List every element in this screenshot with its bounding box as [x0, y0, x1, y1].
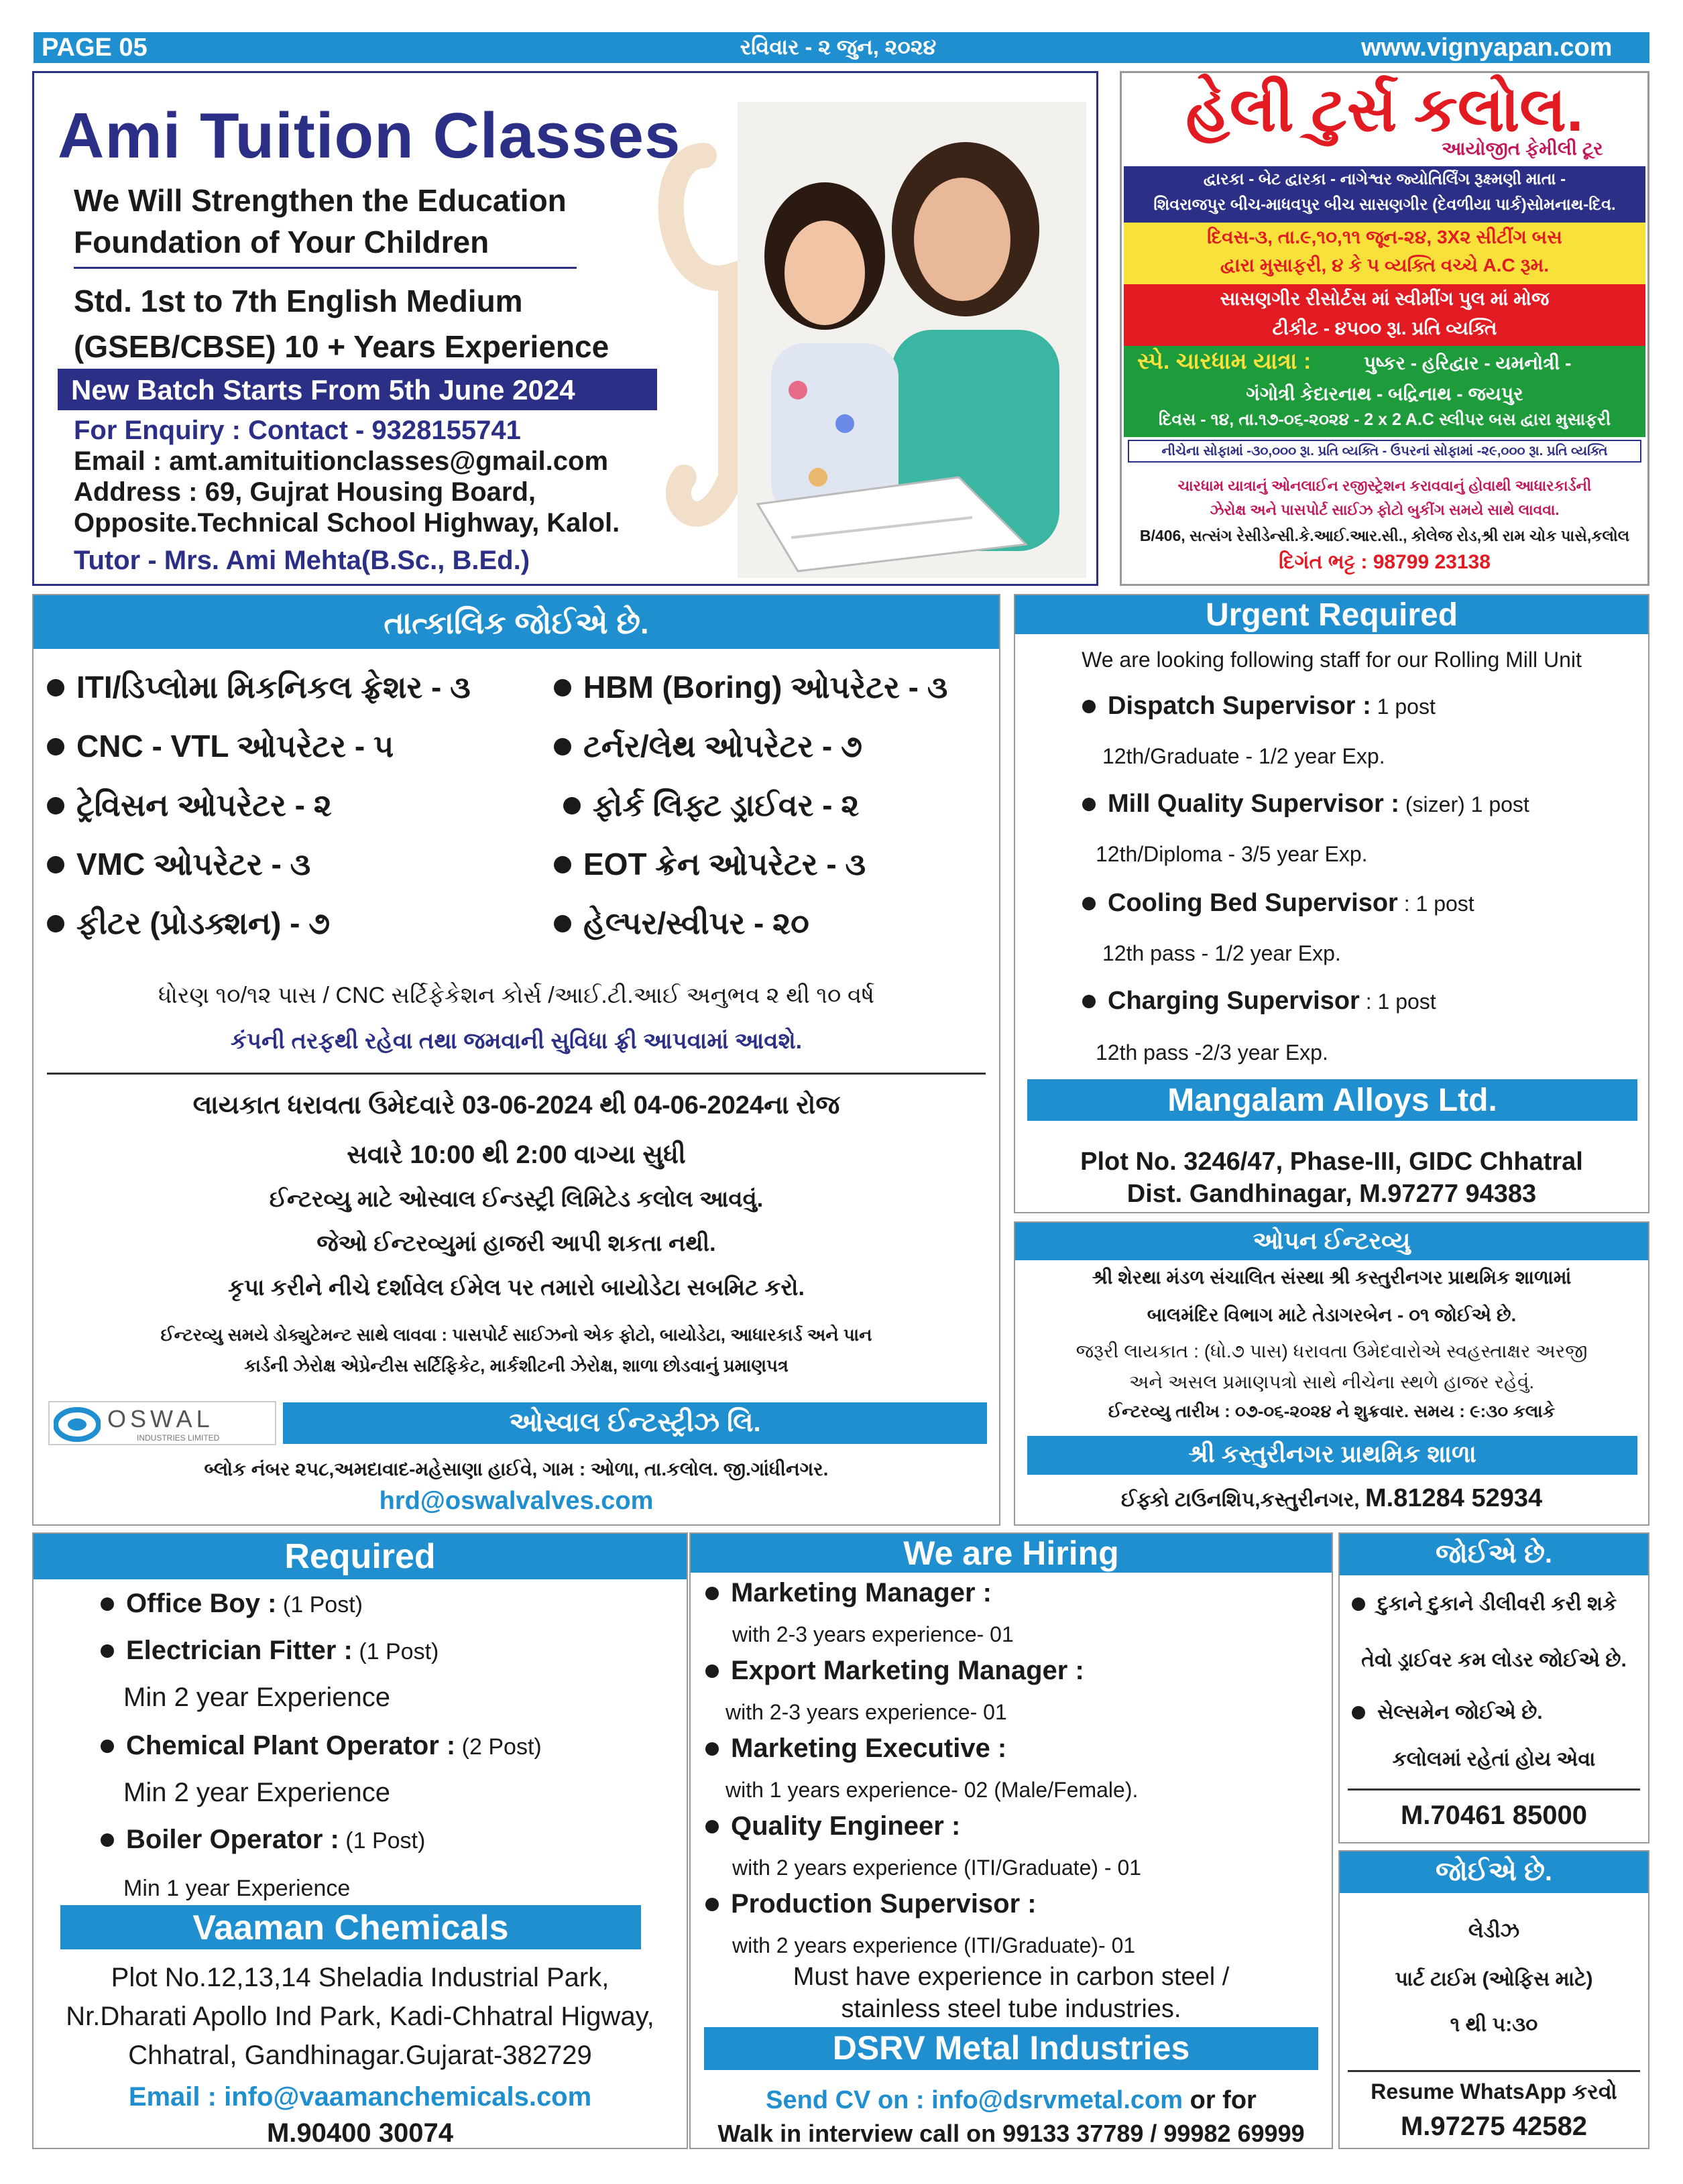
dsrv-item-1: Marketing Manager :: [705, 1578, 992, 1608]
heli-contact: દિગંત ભટ્ટ : 98799 23138: [1279, 551, 1491, 573]
oswal-item-right-5: હેલ્પર/સ્વીપર - ૨૦: [554, 905, 809, 943]
oswal-docs-1: ઈન્ટરવ્યુ સમયે ડોક્યુટેમન્ટ સાથે લાવવા : પાસપોર્ટ સાઈઝનો એક ફોટો, બાયોડેટા, આધારકાર્ડ અને પાન: [160, 1325, 872, 1345]
oswal-absent-line: જેઓ ઈન્ટરવ્યુમાં હાજરી આપી શકતા નથી.: [316, 1231, 716, 1256]
heli-route-2: શિવરાજપુર બીચ-માધવપુર બીચ સાસણગીર (દેવળીયા પાર્ક)સોમનાથ-દિવ.: [1153, 196, 1616, 214]
school-phone: M.81284 52934: [1365, 1484, 1543, 1512]
dsrv-header: We are Hiring: [691, 1534, 1332, 1573]
mangalam-item-4: Charging Supervisor : 1 post: [1082, 987, 1436, 1016]
ami-email: Email : amt.amituitionclasses@gmail.com: [74, 446, 609, 476]
mangalam-address-1: Plot No. 3246/47, Phase-III, GIDC Chhatral: [1080, 1148, 1583, 1176]
oswal-qualification: ધોરણ ૧૦/૧૨ પાસ / CNC સર્ટિફેકેશન કોર્સ /આઈ.ટી.આઈ અનુભવ ૨ થી ૧૦ વર્ષ: [158, 983, 875, 1008]
oswal-logo-icon: [54, 1406, 101, 1443]
mangalam-item-2: Mill Quality Supervisor : (sizer) 1 post: [1082, 790, 1529, 818]
mangalam-address-2: Dist. Gandhinagar, M.97277 94383: [1126, 1180, 1537, 1208]
oswal-item-right-2: ટર્નર/લેથ ઓપરેટર - ૭: [554, 728, 862, 766]
oswal-item-left-1: ITI/ડિપ્લોમા મિકનિકલ ફ્રેશર - ૩: [47, 669, 471, 707]
oswal-docs-2: કાર્ડની ઝેરોક્ષ એપ્રેન્ટીસ સર્ટિફિકેટ, માર્કશીટની ઝેરોક્ષ, શાળા છોડવાનું પ્રમાણપત્ર: [244, 1355, 789, 1376]
vaaman-item-4: Boiler Operator : (1 Post): [101, 1825, 425, 1855]
mangalam-item-1: Dispatch Supervisor : 1 post: [1082, 692, 1436, 721]
joie-1-phone: M.70461 85000: [1400, 1801, 1587, 1830]
oswal-item-left-4: VMC ઓપરેટર - ૩: [47, 846, 310, 884]
oswal-logo-text: OSWAL: [107, 1405, 214, 1433]
dsrv-item-4: Quality Engineer :: [705, 1811, 960, 1841]
ami-batch-banner: New Batch Starts From 5th June 2024: [58, 369, 657, 410]
oswal-time-line: સવારે 10:00 થી 2:00 વાગ્યા સુધી: [347, 1141, 686, 1169]
mangalam-req-3: 12th pass - 1/2 year Exp.: [1102, 941, 1341, 965]
mangalam-req-4: 12th pass -2/3 year Exp.: [1096, 1040, 1328, 1065]
dsrv-item-3: Marketing Executive :: [705, 1734, 1006, 1764]
heli-address: B/406, સત્સંગ રેસીડેન્સી.કે.આઈ.આર.સી., કોલેજ રોડ,શ્રી રામ ચોક પાસે,કલોલ: [1139, 527, 1630, 544]
oswal-facility: કંપની તરફથી રહેવા તથા જમવાની સુવિધા ફ્રી આપવામાં આવશે.: [230, 1028, 803, 1054]
vaaman-address-3: Chhatral, Gandhinagar.Gujarat-382729: [128, 2041, 592, 2070]
joie-2-line-2: પાર્ટ ટાઈમ (ઓફિસ માટે): [1395, 1968, 1593, 1990]
ami-enquiry: For Enquiry : Contact - 9328155741: [74, 416, 521, 445]
oswal-company: ઓસ્વાલ ઈન્ટસ્ટ્રીઝ લિ.: [283, 1402, 987, 1444]
joie-1-divider: [1348, 1788, 1640, 1791]
heli-chardham-label: સ્પે. ચારધામ યાત્રા :: [1137, 349, 1312, 374]
ami-divider: [74, 267, 577, 269]
dsrv-req-1: with 2-3 years experience- 01: [732, 1622, 1014, 1646]
oswal-logo-sub: INDUSTRIES LIMITED: [137, 1433, 220, 1443]
ami-address-1: Address : 69, Gujrat Housing Board,: [74, 477, 536, 507]
vaaman-email[interactable]: Email : info@vaamanchemicals.com: [128, 2082, 592, 2112]
heli-chardham-2: ગંગોત્રી કેદારનાથ - બદ્રિનાથ - જયપુર: [1246, 383, 1523, 404]
heli-days-2: દ્વારા મુસાફરી, ૪ કે ૫ વ્યક્તિ વચ્ચે A.C રૂમ.: [1220, 255, 1549, 276]
page-number: PAGE 05: [42, 34, 148, 62]
vaaman-item-1: Office Boy : (1 Post): [101, 1589, 363, 1619]
school-line-4: અને અસલ પ્રમાણપત્રો સાથે નીચેના સ્થળે હાજર રહેવું.: [1128, 1372, 1535, 1392]
heli-price: નીચેના સોફામાં -૩૦,૦૦૦ રૂા. પ્રતિ વ્યક્તિ - ઉપરનાં સોફામાં -૨૯,૦૦૦ રૂા. પ્રતિ વ્યક્તિ: [1128, 440, 1641, 463]
oswal-email-line: કૃપા કરીને નીચે દર્શાવેલ ઈમેલ પર તમારો બાયોડેટા સબમિટ કરો.: [228, 1275, 805, 1300]
oswal-item-left-2: CNC - VTL ઓપરેટર - ૫: [47, 728, 394, 766]
heli-days-1: દિવસ-૩, તા.૯,૧૦,૧૧ જૂન-૨૪, 3X૨ સીટીંગ બસ: [1207, 227, 1562, 247]
dsrv-req-5: with 2 years experience (ITI/Graduate)- 01: [732, 1933, 1136, 1957]
joie-1-line-1: દુકાને દુકાને ડીલીવરી કરી શકે: [1352, 1593, 1617, 1616]
ami-tutor: Tutor - Mrs. Ami Mehta(B.Sc., B.Ed.): [74, 546, 530, 575]
heli-note-1: ચારધામ યાત્રાનું ઓનલાઈન રજીસ્ટ્રેશન કરાવવાનું હોવાથી આધારકાર્ડની: [1177, 477, 1592, 494]
joie-1-line-3: સેલ્સમેન જોઈએ છે.: [1352, 1701, 1543, 1724]
joie-2-divider: [1348, 2070, 1640, 2072]
joie-2-header: જોઈએ છે.: [1340, 1852, 1648, 1893]
vaaman-req-2: Min 2 year Experience: [123, 1683, 390, 1712]
vaaman-req-4: Min 1 year Experience: [123, 1876, 351, 1901]
joie-ad-1: [1338, 1532, 1649, 1843]
ami-title: Ami Tuition Classes: [58, 100, 681, 172]
oswal-item-left-5: ફીટર (પ્રોડક્શન) - ૭: [47, 905, 330, 943]
mangalam-intro: We are looking following staff for our Rolling Mill Unit: [1082, 648, 1582, 672]
vaaman-company: Vaaman Chemicals: [60, 1905, 641, 1949]
dsrv-item-5: Production Supervisor :: [705, 1889, 1037, 1919]
joie-2-resume: Resume WhatsApp કરવો: [1371, 2079, 1617, 2104]
joie-2-line-1: લેડીઝ: [1468, 1920, 1520, 1942]
joie-1-line-2: તેવો ડ્રાઈવર કમ લોડર જોઈએ છે.: [1361, 1649, 1627, 1671]
mangalam-header: Urgent Required: [1015, 595, 1648, 634]
heli-chardham-1: પુષ્કર - હરિદ્વાર - યમનોત્રી -: [1364, 353, 1572, 373]
dsrv-note-2: stainless steel tube industries.: [841, 1995, 1181, 2023]
ami-std-line: Std. 1st to 7th English Medium: [74, 284, 523, 318]
oswal-item-right-3: ફોર્ક લિફ્ટ ડ્રાઈવર - ૨: [563, 787, 859, 825]
school-line-1: શ્રી શેરથા મંડળ સંચાલિત સંસ્થા શ્રી કસ્તુરીનગર પ્રાથમિક શાળામાં: [1092, 1267, 1572, 1288]
oswal-header: તાત્કાલિક જોઈએ છે.: [34, 595, 999, 649]
joie-2-phone: M.97275 42582: [1400, 2112, 1587, 2141]
heli-pool-2: ટીકીટ - ૪૫૦૦ રૂા. પ્રતિ વ્યક્તિ: [1272, 318, 1497, 339]
school-address: ઈફ્કો ટાઉનશિપ,કસ્તુરીનગર,: [1120, 1489, 1360, 1511]
oswal-item-left-3: ટ્રેવિસન ઓપરેટર - ૨: [47, 787, 332, 825]
oswal-logo: [48, 1401, 276, 1445]
oswal-item-right-1: HBM (Boring) ઓપરેટર - ૩: [554, 669, 947, 707]
dsrv-walkin: Walk in interview call on 99133 37789 / 99982 69999: [717, 2120, 1305, 2147]
joie-2-line-3: ૧ થી ૫:૩૦: [1450, 2014, 1538, 2036]
mangalam-item-3: Cooling Bed Supervisor : 1 post: [1082, 889, 1474, 918]
vaaman-phone: M.90400 30074: [266, 2118, 453, 2148]
heli-chardham-3: દિવસ - ૧૪, તા.૧૭-૦૬-૨૦૨૪ - 2 x 2 A.C સ્લીપર બસ દ્વારા મુસાફરી: [1158, 410, 1611, 429]
dsrv-req-4: with 2 years experience (ITI/Graduate) - 01: [732, 1856, 1142, 1880]
ami-exp-line: (GSEB/CBSE) 10 + Years Experience: [74, 329, 610, 364]
vaaman-header: Required: [34, 1534, 687, 1579]
joie-1-header: જોઈએ છે.: [1340, 1534, 1648, 1575]
dsrv-company: DSRV Metal Industries: [704, 2027, 1318, 2070]
issue-date: રવિવાર - ૨ જુન, ૨૦૨૪: [740, 35, 937, 59]
school-name: શ્રી કસ્તુરીનગર પ્રાથમિક શાળા: [1027, 1436, 1637, 1475]
mangalam-company: Mangalam Alloys Ltd.: [1027, 1079, 1637, 1121]
dsrv-req-3: with 1 years experience- 02 (Male/Female).: [726, 1778, 1139, 1802]
heli-title: હેલી ટુર્સ કલોલ.: [1185, 76, 1584, 144]
dsrv-item-2: Export Marketing Manager :: [705, 1656, 1084, 1686]
oswal-divider: [47, 1073, 986, 1075]
oswal-venue-line: ઈન્ટરવ્યુ માટે ઓસ્વાલ ઈન્ડસ્ટ્રી લિમિટેડ કલોલ આવવું.: [269, 1187, 764, 1212]
dsrv-email[interactable]: Send CV on : info@dsrvmetal.com: [766, 2086, 1183, 2114]
ami-tagline-2: Foundation of Your Children: [74, 225, 489, 259]
heli-route-1: દ્વારકા - બેટ દ્વારકા - નાગેશ્વર જ્યોતિર્લિંગ રૂક્ષ્મણી માતા -: [1203, 170, 1566, 188]
oswal-item-right-4: EOT ક્રેન ઓપરેટર - ૩: [554, 846, 866, 884]
vaaman-item-2: Electrician Fitter : (1 Post): [101, 1636, 439, 1666]
school-line-3: જરૂરી લાયકાત : (ધો.૭ પાસ) ધરાવતા ઉમેદવારોએ સ્વહસ્તાક્ષર અરજી: [1076, 1341, 1588, 1361]
oswal-address: બ્લોક નંબર ૨૫૮,અમદાવાદ-મહેસાણા હાઈવે, ગામ : ઓળા, તા.કલોલ. જી.ગાંધીનગર.: [204, 1459, 829, 1479]
mangalam-req-1: 12th/Graduate - 1/2 year Exp.: [1102, 744, 1385, 768]
vaaman-address-1: Plot No.12,13,14 Sheladia Industrial Park,: [111, 1963, 610, 1992]
oswal-email[interactable]: hrd@oswalvalves.com: [379, 1487, 654, 1515]
dsrv-note-1: Must have experience in carbon steel /: [793, 1963, 1230, 1991]
school-contact: [1015, 1484, 1648, 1513]
vaaman-req-3: Min 2 year Experience: [123, 1778, 390, 1807]
school-line-2: બાલમંદિર વિભાગ માટે તેડાગરબેન - ૦૧ જોઈએ છે.: [1147, 1305, 1517, 1325]
joie-1-line-4: કલોલમાં રહેતાં હોય એવા: [1392, 1748, 1596, 1770]
website[interactable]: www.vignyapan.com: [1361, 34, 1613, 62]
heli-note-2: ઝેરોક્ષ અને પાસપોર્ટ સાઈઝ ફોટો બુકીંગ સમયે સાથે લાવવા.: [1210, 501, 1560, 518]
vaaman-address-2: Nr.Dharati Apollo Ind Park, Kadi-Chhatral Higway,: [66, 2002, 654, 2031]
ami-tagline-1: We Will Strengthen the Education: [74, 183, 567, 218]
vaaman-item-3: Chemical Plant Operator : (2 Post): [101, 1731, 542, 1761]
heli-subtitle: આયોજીત ફેમીલી ટૂર: [1442, 138, 1603, 159]
school-line-5: ઈન્ટરવ્યુ તારીખ : ૦૭-૦૬-૨૦૨૪ ને શુક્રવાર. સમય : ૯:૩૦ કલાકે: [1108, 1401, 1556, 1421]
dsrv-or-for: or for: [1183, 2086, 1257, 2114]
school-header: ઓપન ઈન્ટરવ્યુ: [1015, 1223, 1648, 1260]
heli-pool-1: સાસણગીર રીસોર્ટસ માં સ્વીમીંગ પુલ માં મોજ: [1220, 288, 1550, 309]
ami-photo: [624, 75, 1093, 585]
ami-address-2: Opposite.Technical School Highway, Kalol.: [74, 508, 620, 538]
dsrv-send-cv: [691, 2086, 1332, 2115]
dsrv-req-2: with 2-3 years experience- 01: [726, 1700, 1007, 1724]
oswal-date-line: લાયકાત ધરાવતા ઉમેદવારે 03-06-2024 થી 04-06-2024ના રોજ: [192, 1091, 840, 1119]
mangalam-req-2: 12th/Diploma - 3/5 year Exp.: [1096, 842, 1368, 866]
